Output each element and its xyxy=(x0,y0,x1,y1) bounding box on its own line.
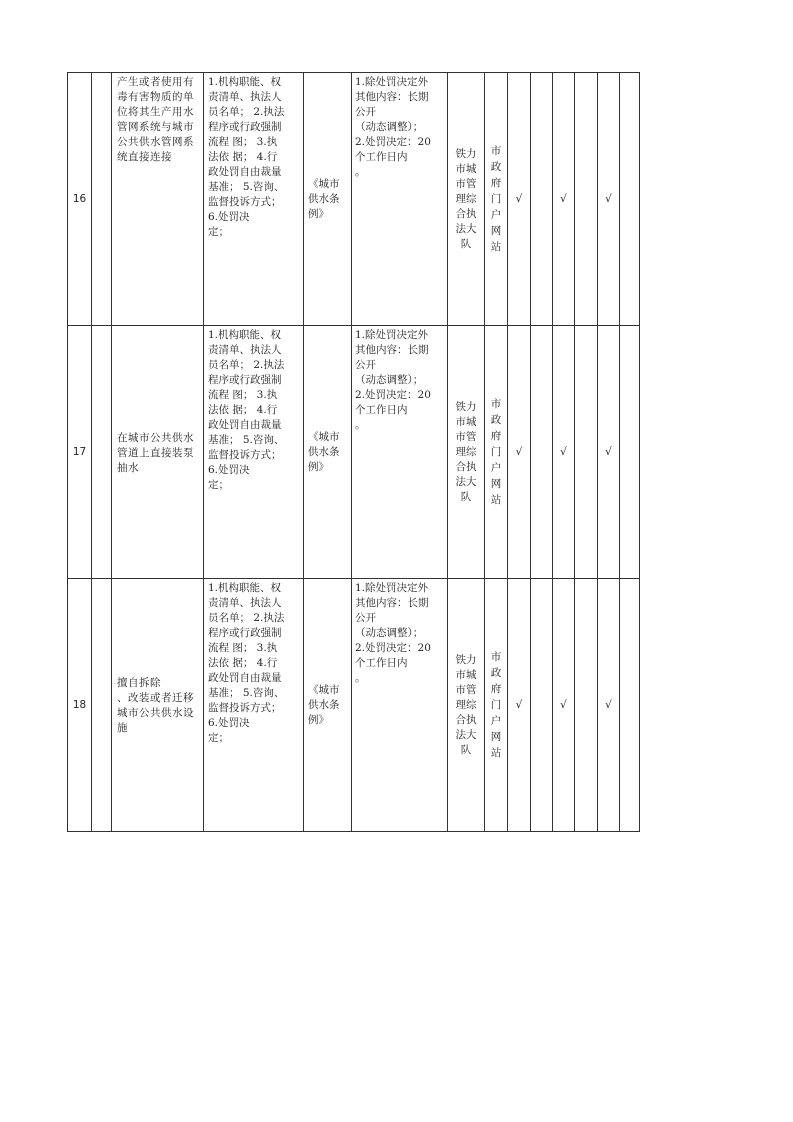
penalty-item-line: 管网系统与城市 xyxy=(117,121,194,133)
disclosure-time-line: 其他内容：长期 xyxy=(355,597,429,609)
check-mark-cell: √ xyxy=(598,326,620,579)
disclosure-basis-line: 《城市 xyxy=(308,430,340,443)
penalty-item-line: 抽水 xyxy=(117,461,139,474)
disclosure-content-line: 政处罚自由裁量 xyxy=(208,166,282,178)
disclosure-subject-line: 队 xyxy=(460,490,472,503)
disclosure-content-line: 流程 图； 3.执 xyxy=(208,642,278,654)
disclosure-content-line: 法依 据； 4.行 xyxy=(208,404,278,416)
check-mark-cell: √ xyxy=(508,73,531,326)
check-mark-cell xyxy=(531,73,553,326)
channel-char: 站 xyxy=(490,747,502,759)
disclosure-basis xyxy=(304,73,352,326)
check-mark-cell xyxy=(620,73,640,326)
disclosure-subject-line: 合执 xyxy=(455,207,477,220)
check-mark-cell: √ xyxy=(553,579,575,832)
channel-char: 网 xyxy=(490,731,502,743)
disclosure-subject-line: 铁力 xyxy=(455,147,477,160)
channel-char: 政 xyxy=(490,414,502,426)
disclosure-subject-line: 队 xyxy=(460,743,472,756)
disclosure-content-line: 监督投诉方式； xyxy=(208,196,282,208)
penalty-item-line: 城市公共供水设 xyxy=(117,707,194,719)
check-mark-cell xyxy=(620,326,640,579)
disclosure-content-line: 责清单、执法人 xyxy=(208,597,282,609)
check-mark-cell: √ xyxy=(598,579,620,832)
disclosure-content-line: 责清单、执法人 xyxy=(208,91,282,103)
disclosure-content-line: 定； xyxy=(208,732,229,744)
channel-char: 网 xyxy=(490,478,502,490)
channel-char: 户 xyxy=(490,209,502,221)
disclosure-basis xyxy=(304,326,352,579)
disclosure-content-line: 员名单； 2.执法 xyxy=(208,106,285,118)
disclosure-content-line: 程序或行政强制 xyxy=(208,627,282,639)
disclosure-subject-line: 合执 xyxy=(455,713,477,726)
disclosure-time-line: 。 xyxy=(355,419,366,431)
channel-char: 市 xyxy=(490,398,502,410)
row-number: 18 xyxy=(68,579,92,832)
disclosure-channel xyxy=(485,326,508,579)
disclosure-subject xyxy=(448,73,485,326)
disclosure-content-line: 6.处罚决 xyxy=(208,211,250,223)
channel-char: 站 xyxy=(490,494,502,506)
channel-char: 站 xyxy=(490,241,502,253)
disclosure-time-line: 个工作日内 xyxy=(355,404,408,416)
disclosure-time-line: 其他内容：长期 xyxy=(355,344,429,356)
disclosure-content-line: 法依 据； 4.行 xyxy=(208,657,278,669)
disclosure-content-line: 员名单； 2.执法 xyxy=(208,359,285,371)
channel-char: 市 xyxy=(490,651,502,663)
disclosure-time-line: 个工作日内 xyxy=(355,151,408,163)
disclosure-content xyxy=(204,73,304,326)
check-mark-cell xyxy=(620,579,640,832)
disclosure-time-line: 个工作日内 xyxy=(355,657,408,669)
penalty-item xyxy=(112,73,204,326)
penalty-item xyxy=(112,579,204,832)
disclosure-content-line: 基准； 5.咨询、 xyxy=(208,181,285,193)
disclosure-time-line: 2.处罚决定：20 xyxy=(355,389,431,401)
disclosure-subject-line: 铁力 xyxy=(455,653,477,666)
disclosure-subject-line: 市管 xyxy=(455,430,477,443)
disclosure-subject xyxy=(448,326,485,579)
penalty-item-line: 统直接连接 xyxy=(117,151,172,163)
disclosure-content-line: 1.机构职能、权 xyxy=(208,582,282,594)
disclosure-subject-line: 理综 xyxy=(455,192,477,205)
disclosure-time-line: 其他内容：长期 xyxy=(355,91,429,103)
disclosure-time-line: 2.处罚决定：20 xyxy=(355,642,431,654)
channel-char: 政 xyxy=(490,161,502,173)
penalty-item-line: 产生或者使用有 xyxy=(117,76,194,88)
disclosure-subject-line: 市城 xyxy=(455,162,477,175)
disclosure-channel xyxy=(485,73,508,326)
disclosure-basis-line: 供水条 xyxy=(308,698,340,711)
disclosure-time-line: 公开 xyxy=(355,612,376,624)
channel-char: 府 xyxy=(490,683,502,695)
check-mark-cell xyxy=(531,579,553,832)
disclosure-content-line: 责清单、执法人 xyxy=(208,344,282,356)
disclosure-content-line: 定； xyxy=(208,479,229,491)
disclosure-time xyxy=(352,73,448,326)
disclosure-content-line: 基准； 5.咨询、 xyxy=(208,687,285,699)
table-row xyxy=(68,579,640,832)
disclosure-subject-line: 法大 xyxy=(455,728,477,741)
disclosure-content-line: 6.处罚决 xyxy=(208,464,250,476)
penalty-item-line: 公共供水管网系 xyxy=(117,136,194,148)
disclosure-subject-line: 市管 xyxy=(455,177,477,190)
disclosure-basis-line: 供水条 xyxy=(308,445,340,458)
disclosure-content-line: 程序或行政强制 xyxy=(208,374,282,386)
channel-char: 政 xyxy=(490,667,502,679)
disclosure-time-line: （动态调整）； xyxy=(355,374,424,386)
disclosure-time xyxy=(352,579,448,832)
disclosure-basis-line: 《城市 xyxy=(308,683,340,696)
check-mark-cell: √ xyxy=(553,326,575,579)
disclosure-basis-line: 例》 xyxy=(308,207,329,220)
channel-char: 门 xyxy=(490,446,502,458)
disclosure-time-line: 公开 xyxy=(355,359,376,371)
table-row xyxy=(68,73,640,326)
disclosure-table xyxy=(67,72,640,832)
check-mark-cell xyxy=(575,73,598,326)
disclosure-subject-line: 合执 xyxy=(455,460,477,473)
channel-char: 网 xyxy=(490,225,502,237)
disclosure-subject-line: 队 xyxy=(460,237,472,250)
disclosure-subject-line: 市城 xyxy=(455,415,477,428)
channel-char: 市 xyxy=(490,145,502,157)
spacer-cell xyxy=(92,73,112,326)
penalty-item-line: 管道上直接装泵 xyxy=(117,446,194,459)
spacer-cell xyxy=(92,579,112,832)
disclosure-content-line: 政处罚自由裁量 xyxy=(208,419,282,431)
disclosure-time xyxy=(352,326,448,579)
penalty-item-line: 在城市公共供水 xyxy=(117,431,194,444)
disclosure-content-line: 基准； 5.咨询、 xyxy=(208,434,285,446)
disclosure-content-line: 监督投诉方式； xyxy=(208,702,282,714)
disclosure-time-line: 。 xyxy=(355,166,366,178)
disclosure-content-line: 程序或行政强制 xyxy=(208,121,282,133)
penalty-item-line: 位将其生产用水 xyxy=(117,106,194,118)
check-mark-cell xyxy=(575,326,598,579)
disclosure-subject-line: 理综 xyxy=(455,698,477,711)
disclosure-subject-line: 市管 xyxy=(455,683,477,696)
check-mark-cell xyxy=(575,579,598,832)
disclosure-subject xyxy=(448,579,485,832)
disclosure-channel xyxy=(485,579,508,832)
disclosure-content-line: 政处罚自由裁量 xyxy=(208,672,282,684)
disclosure-content-line: 法依 据； 4.行 xyxy=(208,151,278,163)
disclosure-content-line: 1.机构职能、权 xyxy=(208,329,282,341)
penalty-item-line: 、改装或者迁移 xyxy=(117,692,194,704)
disclosure-content-line: 流程 图； 3.执 xyxy=(208,136,278,148)
disclosure-content xyxy=(204,326,304,579)
penalty-item-line: 施 xyxy=(117,722,128,734)
check-mark-cell: √ xyxy=(553,73,575,326)
disclosure-subject-line: 市城 xyxy=(455,668,477,681)
disclosure-content-line: 流程 图； 3.执 xyxy=(208,389,278,401)
disclosure-content-line: 1.机构职能、权 xyxy=(208,76,282,88)
check-mark-cell xyxy=(531,326,553,579)
row-number: 16 xyxy=(68,73,92,326)
channel-char: 门 xyxy=(490,193,502,205)
disclosure-subject-line: 法大 xyxy=(455,475,477,488)
disclosure-basis-line: 《城市 xyxy=(308,177,340,190)
disclosure-time-line: 1.除处罚决定外 xyxy=(355,582,429,594)
disclosure-time-line: （动态调整）； xyxy=(355,121,424,133)
spacer-cell xyxy=(92,326,112,579)
disclosure-basis-line: 供水条 xyxy=(308,192,340,205)
disclosure-basis xyxy=(304,579,352,832)
disclosure-content-line: 监督投诉方式； xyxy=(208,449,282,461)
penalty-item-line: 擅自拆除 xyxy=(117,677,161,689)
disclosure-subject-line: 理综 xyxy=(455,445,477,458)
disclosure-time-line: 公开 xyxy=(355,106,376,118)
disclosure-subject-line: 法大 xyxy=(455,222,477,235)
check-mark-cell: √ xyxy=(508,326,531,579)
check-mark-cell: √ xyxy=(508,579,531,832)
channel-char: 门 xyxy=(490,699,502,711)
penalty-item xyxy=(112,326,204,579)
disclosure-time-line: （动态调整）； xyxy=(355,627,424,639)
disclosure-time-line: 。 xyxy=(355,672,366,684)
channel-char: 户 xyxy=(490,462,502,474)
disclosure-time-line: 2.处罚决定：20 xyxy=(355,136,431,148)
channel-char: 户 xyxy=(490,715,502,727)
row-number: 17 xyxy=(68,326,92,579)
disclosure-content-line: 员名单； 2.执法 xyxy=(208,612,285,624)
disclosure-content xyxy=(204,579,304,832)
disclosure-basis-line: 例》 xyxy=(308,713,329,726)
check-mark-cell: √ xyxy=(598,73,620,326)
disclosure-basis-line: 例》 xyxy=(308,460,329,473)
disclosure-content-line: 定； xyxy=(208,226,229,238)
table-row xyxy=(68,326,640,579)
disclosure-time-line: 1.除处罚决定外 xyxy=(355,76,429,88)
channel-char: 府 xyxy=(490,177,502,189)
penalty-item-line: 毒有害物质的单 xyxy=(117,91,194,103)
disclosure-subject-line: 铁力 xyxy=(455,400,477,413)
disclosure-time-line: 1.除处罚决定外 xyxy=(355,329,429,341)
channel-char: 府 xyxy=(490,430,502,442)
disclosure-content-line: 6.处罚决 xyxy=(208,717,250,729)
